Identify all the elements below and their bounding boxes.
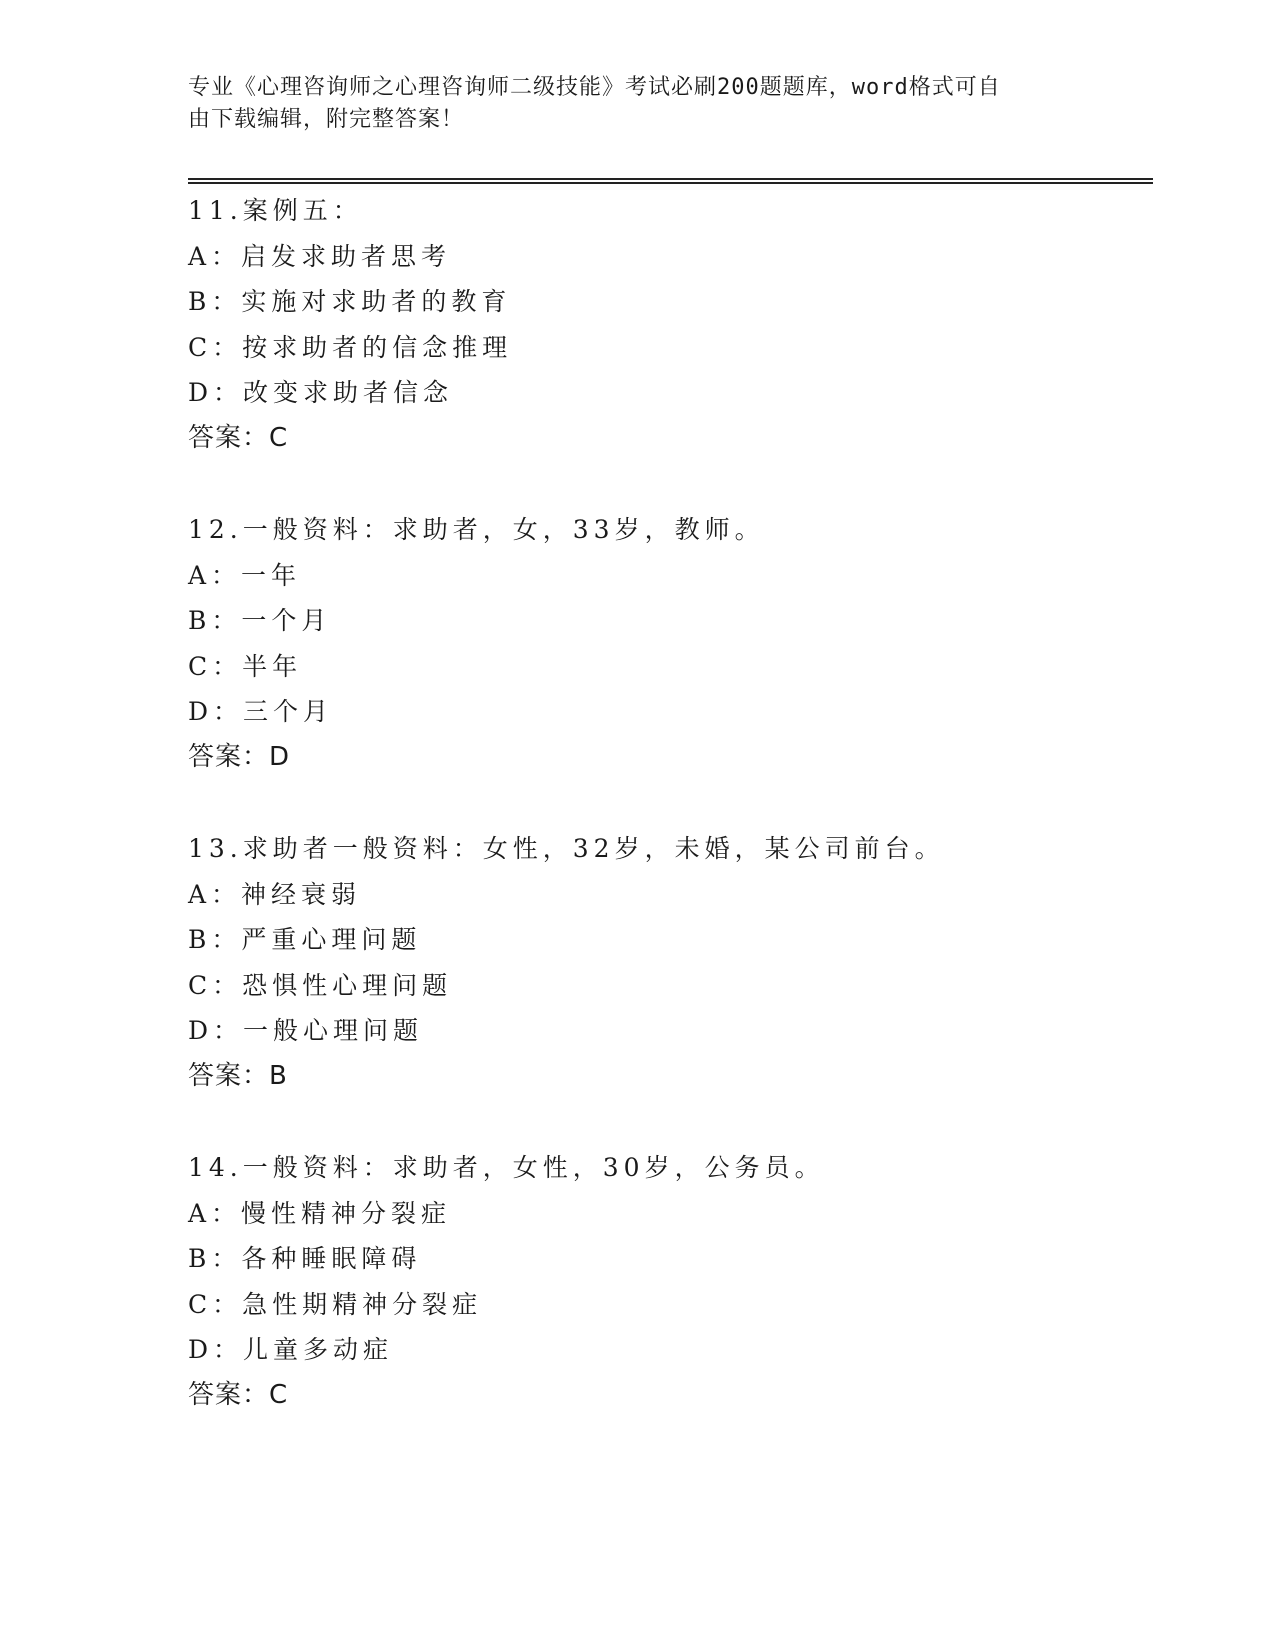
- header-line-2: 由下载编辑，附完整答案！: [188, 107, 465, 132]
- option-a: A：一年: [188, 560, 302, 590]
- question-spacer: [188, 780, 1128, 826]
- question-12: [188, 507, 1128, 826]
- header-line-1: 专业《心理咨询师之心理咨询师二级技能》考试必刷200题题库，word格式可自: [188, 75, 1001, 100]
- answer-line: 答案：D: [188, 741, 291, 772]
- answer-line: 答案：B: [188, 1060, 288, 1091]
- option-d: D：儿童多动症: [188, 1335, 394, 1364]
- question-list: [188, 188, 1128, 1418]
- answer-line: 答案：C: [188, 1379, 289, 1410]
- question-stem: 14.一般资料：求助者，女性，30岁，公务员。: [188, 1153, 825, 1182]
- document-header: [188, 72, 1068, 136]
- option-b: B：一个月: [188, 606, 332, 635]
- question-stem: 11.案例五：: [188, 196, 363, 225]
- option-c: C：恐惧性心理问题: [188, 970, 453, 1000]
- question-11: [188, 188, 1128, 507]
- option-d: D：三个月: [188, 697, 334, 726]
- question-spacer: [188, 461, 1128, 507]
- question-13: [188, 826, 1128, 1145]
- option-a: A：启发求助者思考: [188, 241, 452, 271]
- option-b: B：实施对求助者的教育: [188, 287, 512, 316]
- question-stem: 12.一般资料：求助者，女，33岁，教师。: [188, 515, 765, 544]
- question-spacer: [188, 1099, 1128, 1145]
- option-b: B：各种睡眠障碍: [188, 1244, 422, 1273]
- option-d: D：改变求助者信念: [188, 378, 454, 407]
- header-divider-bottom: [188, 182, 1153, 184]
- header-divider-top: [188, 178, 1153, 180]
- option-b: B：严重心理问题: [188, 925, 422, 954]
- option-d: D：一般心理问题: [188, 1016, 424, 1045]
- option-c: C：按求助者的信念推理: [188, 332, 513, 362]
- option-a: A：神经衰弱: [188, 879, 362, 909]
- option-a: A：慢性精神分裂症: [188, 1198, 452, 1228]
- answer-line: 答案：C: [188, 422, 289, 453]
- option-c: C：急性期精神分裂症: [188, 1289, 483, 1319]
- option-c: C：半年: [188, 651, 303, 681]
- question-stem: 13.求助者一般资料：女性，32岁，未婚，某公司前台。: [188, 834, 945, 863]
- question-14: [188, 1145, 1128, 1418]
